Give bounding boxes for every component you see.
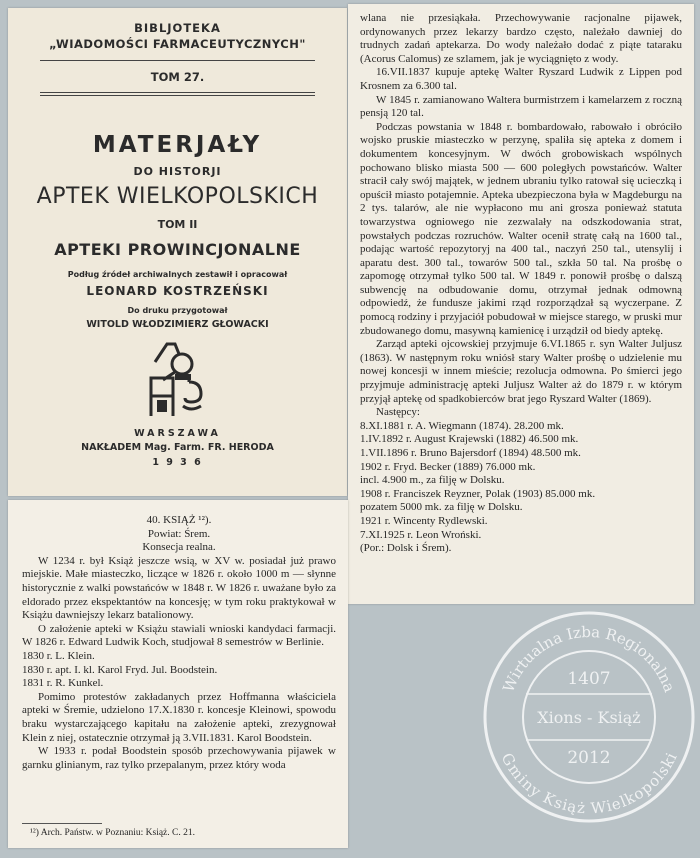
entry-heading: 40. KSIĄŻ ¹²). <box>146 514 212 526</box>
publication-year: 1 9 3 6 <box>152 457 203 468</box>
divider <box>40 92 315 96</box>
paragraph: 16.VII.1837 kupuje aptekę Walter Ryszard Ludwik z Lippen pod Krosnem za 6.300 tal. <box>360 66 682 92</box>
concession-type: Konsecja realna. <box>142 541 216 554</box>
compiled-by-label: Podług źródeł archiwalnych zestawił i opracował <box>67 270 288 279</box>
book-title-2: APTEK WIELKOPOLSKICH <box>36 184 319 209</box>
page-right <box>348 4 694 604</box>
list-item: 1.IV.1892 r. August Krajewski (1882) 46.500 mk. <box>360 433 579 446</box>
stamp-year-top: 1407 <box>567 669 611 689</box>
list-item: 1908 r. Franciszek Reyzner, Polak (1903) 85.000 mk. <box>360 487 596 500</box>
book-cover <box>8 8 347 496</box>
watermark-stamp <box>482 610 696 824</box>
paragraph: W 1933 r. podał Boodstein sposób przechowywania pijawek w garnku glinianym, raz tylko przepalanym, przez który woda <box>22 745 336 771</box>
footnote: ¹²) Arch. Państw. w Poznaniu: Książ. C. 21. <box>30 828 195 838</box>
list-item: 1921 r. Wincenty Rydlewski. <box>360 514 488 527</box>
stamp-center-text: Xions - Książ <box>537 708 641 727</box>
paragraph: Pomimo protestów zakładanych przez Hoffmanna właściciela apteki w Śremie, udzielono 17.X.1830 r. koncesje Kleinowi, spowodu braku wystarczającego kapitału na założenie apteki, zrezygnował Klein z niej, ostatecznie otrzymał ją 3.VII.1831. Karol Boodstein. <box>22 690 336 744</box>
paragraph: Podczas powstania w 1848 r. bombardowało, rabowało i obróciło wojsko pruskie miasteczko w perzynę, spaliła się apteka z domem i dokumentem koncesyjnym. W dwóch grobowiskach wspólnych pochowano blisko miasta 500 — 600 poległych powstańców. Walter stracił cały swój majątek, w jednem ubraniu tylko ratował się ucieczką i opuścił miasto potajemnie. Apteka ubezpieczona była w Magdeburgu na 2 tys. talarów, ale nie wypłacono mu ani grosza ponieważ statuta towarzystwa ogniowego nie zezwalały na odszkodowania strat, powstałych podczas rozruchów. Walter ocenił stratę całą na 1600 tal., podając wartość repozytoryj na 400 tal., naczyń 250 tal., utensylij i aparatu dest. 300 tal., towarów 500 tal., szkła 50 tal. Na prośbę o zapomogę otrzymał tylko 500 tal. W 1849 r. ponowił prośbę o dalszą subwencję na odbudowanie domu, otrzymał jednak odmowną odpowiedź, że fundusze jakimi rząd rozporządzał są wyczerpane. Z pomocą rodziny i przyjaciół pobudował w miejsce starego, w pruski mur zbudowanego domu, masywną kamienicę i urządził od biedy aptekę. <box>360 120 682 337</box>
paragraph: Zarząd apteki ojcowskiej przyjmuje 6.VI.1865 r. syn Walter Juljusz (1863). W następnym roku wniósł stary Walter prośbę o udzielenie mu nowej koncesji w innem mieście; rezolucja odmowna. Po śmierci jego przyjmuje administrację apteki Juljusz Walter aż do 1879 r. w którym przyjął aptekę od spadkobierców brat jego Ryszard Walter (1869). <box>360 338 682 405</box>
publication-city: WARSZAWA <box>134 428 221 439</box>
volume-number: TOM 27. <box>150 70 205 84</box>
divider <box>40 60 315 61</box>
list-item: 7.XI.1925 r. Leon Wroński. <box>360 528 482 541</box>
prepared-by-label: Do druku przygotował <box>127 306 228 315</box>
list-item: 1.VII.1896 r. Bruno Bajersdorf (1894) 48.500 mk. <box>360 447 581 459</box>
stamp-bottom-text: Gminy Książ Wielkopolski <box>497 749 681 818</box>
list-item: 1830 r. L. Klein. <box>22 649 95 662</box>
paragraph: W 1845 r. zamianowano Waltera burmistrzem i kamelarzem z roczną pensją 120 tal. <box>360 93 682 120</box>
book-title: MATERJAŁY <box>92 132 263 158</box>
paragraph: W 1234 r. był Książ jeszcze wsią, w XV w. posiadał już prawo miejskie. Małe miasteczko, liczące w 1826 r. około 1000 m — słynne historycznie z walki powstańców w 1848 r. W 1826 r. uważane było za eldorado przez ekspektantów na koncesję; w tym roku praktykował w Książu dawniejszy lekarz batalionowy. <box>22 554 336 622</box>
list-item: 8.XI.1881 r. A. Wiegmann (1874). 28.200 mk. <box>360 419 564 432</box>
author-name: LEONARD KOSTRZEŃSKI <box>86 284 269 298</box>
stamp-top-text: Wirtualna Izba Regionalna <box>499 622 679 695</box>
footnote-rule <box>22 823 102 824</box>
pharmacy-still-icon <box>145 338 209 418</box>
successors-list <box>360 420 682 556</box>
series-title: „WIADOMOŚCI FARMACEUTYCZNYCH" <box>49 37 306 51</box>
tome-number: TOM II <box>157 218 198 231</box>
list-item: 1902 r. Fryd. Becker (1889) 76.000 mk. <box>360 460 536 473</box>
district: Powiat: Śrem. <box>147 527 211 540</box>
imprint: NAKŁADEM Mag. Farm. FR. HERODA <box>81 442 274 453</box>
series-name: BIBLJOTEKA <box>134 21 221 35</box>
paragraph: wlana nie przesiąkała. Przechowywanie racjonalne pijawek, ordynowanych przez lekarzy bardzo często, należało dawniej do trudnych zadań aptekarza. Do wody należało dodać z piąte tataraku (Acorus Calomus) ze szlamem, jak je wyciągnięto z wody. <box>360 12 682 65</box>
book-subtitle: DO HISTORJI <box>133 165 222 178</box>
list-item: (Por.: Dolsk i Śrem). <box>360 542 452 555</box>
list-item: 1830 r. apt. I. kl. Karol Fryd. Jul. Boodstein. <box>22 663 218 676</box>
list-item: pozatem 5000 mk. za filję w Dolsku. <box>360 501 523 514</box>
paragraph: O założenie apteki w Książu stawiali wnioski kandydaci farmacji. W 1826 r. Edward Ludwik Koch, studjował 8 semestrów w Berlinie. <box>22 622 336 649</box>
stamp-year-bottom: 2012 <box>567 748 611 768</box>
tome-title: APTEKI PROWINCJONALNE <box>54 240 301 259</box>
page-left <box>8 500 348 848</box>
list-item: incl. 4.900 m., za filję w Dolsku. <box>360 474 505 487</box>
paragraph: Następcy: <box>376 406 420 419</box>
list-item: 1831 r. R. Kunkel. <box>22 677 104 690</box>
editor-name: WITOLD WŁODZIMIERZ GŁOWACKI <box>86 319 269 330</box>
